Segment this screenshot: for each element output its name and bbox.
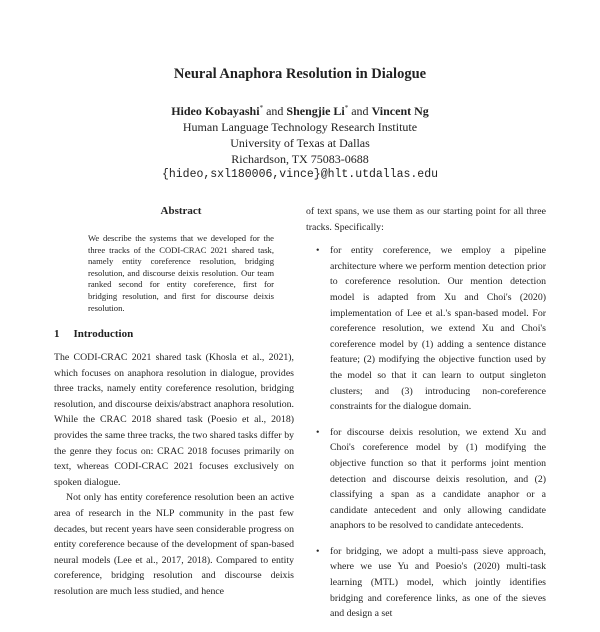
- bullet-text: for bridging, we adopt a multi-pass sieve approach, where we use Yu and Poesio's (2020) multi-task learning (MTL) model, which jointly identifies bridging and coreference links, as one of the sieves and design a set: [330, 545, 546, 620]
- intro-paragraph-1: The CODI-CRAC 2021 shared task (Khosla et al., 2021), which focuses on anaphora resolution in dialogue, provides three tracks, namely entity coreference resolution, bridging resolution, and discourse deixis/abstract anaphora resolution. While the CRAC 2018 shared task (Poesio et al., 2018) provides the same three tracks, the two shared tasks differ by the genre they focus on: CRAC 2018 focuses primarily on text, whereas CODI-CRAC 2021 focuses exclusively on spoken dialogue.: [54, 352, 294, 488]
- author-2: Shengjie Li: [286, 104, 345, 118]
- author-sep-1: and: [263, 104, 287, 118]
- author-1: Hideo Kobayashi: [171, 104, 260, 118]
- author-email: {hideo,sxl180006,vince}@hlt.utdallas.edu: [161, 168, 439, 181]
- paper-title: Neural Anaphora Resolution in Dialogue: [173, 66, 427, 82]
- author-sep-2: and: [348, 104, 372, 118]
- section-title: Introduction: [73, 328, 134, 340]
- affiliation-city: Richardson, TX 75083-0688: [231, 152, 369, 166]
- bullet-text: for entity coreference, we employ a pipeline architecture where we perform mention detection prior to coreference resolution. Our mention detection model is adapted from Xu and Choi's (2020) implementation of Lee et al.'s span-based model. For coreference resolution, we extend Xu and Choi's coreference model by (1) adding a sentence distance feature; (2) modifying the objective function used by the model so that it can learn to output singleton clusters; and (3) introducing non-coreference constraints for the dialogue domain.: [330, 245, 546, 413]
- bullet-discourse-deixis: [306, 425, 546, 534]
- author-block: [0, 100, 600, 183]
- abstract-heading: Abstract: [160, 205, 202, 217]
- author-names: [0, 100, 600, 119]
- author-3: Vincent Ng: [371, 104, 429, 118]
- abstract-text: We describe the systems that we developed for the three tracks of the CODI-CRAC 2021 shared task, namely entity coreference resolution, bridging resolution, and discourse deixis resolution. Our team ranked second for entity coreference, first for bridging resolution, and first for discourse deixis resolution.: [88, 233, 274, 313]
- right-intro: of text spans, we use them as our starting point for all three tracks. Specifically:: [306, 206, 546, 233]
- bullet-text: for discourse deixis resolution, we extend Xu and Choi's coreference model by (1) modifying the objective function so that it performs joint mention detection and discourse deixis resolution, and (2) classifying a span as a candidate anaphor or a candidate antecedent and only allowing candidate anaphors to be resolved to candidate antecedents.: [330, 426, 546, 532]
- intro-paragraph-2: Not only has entity coreference resolution been an active area of research in the NLP community in the past few decades, but recent years have seen considerable progress on entity coreference because of the development of span-based neural models (Lee et al., 2017, 2018). Compared to entity coreference, bridging resolution and discourse deixis resolution are much less studied, and hence: [54, 492, 294, 597]
- right-column: [306, 204, 546, 632]
- author-1-mark: *: [259, 104, 264, 112]
- section-number: 1: [54, 328, 60, 340]
- bullet-dot-icon: •: [316, 245, 320, 257]
- author-2-mark: *: [344, 104, 349, 112]
- affiliation-university: University of Texas at Dallas: [230, 136, 370, 150]
- bullet-bridging: [306, 544, 546, 622]
- intro-body: [54, 350, 294, 600]
- section-heading: [54, 328, 147, 340]
- bullet-dot-icon: •: [316, 426, 320, 438]
- bullet-entity-coreference: [306, 243, 546, 415]
- affiliation-institute: Human Language Technology Research Institute: [182, 120, 418, 134]
- bullet-dot-icon: •: [316, 545, 320, 557]
